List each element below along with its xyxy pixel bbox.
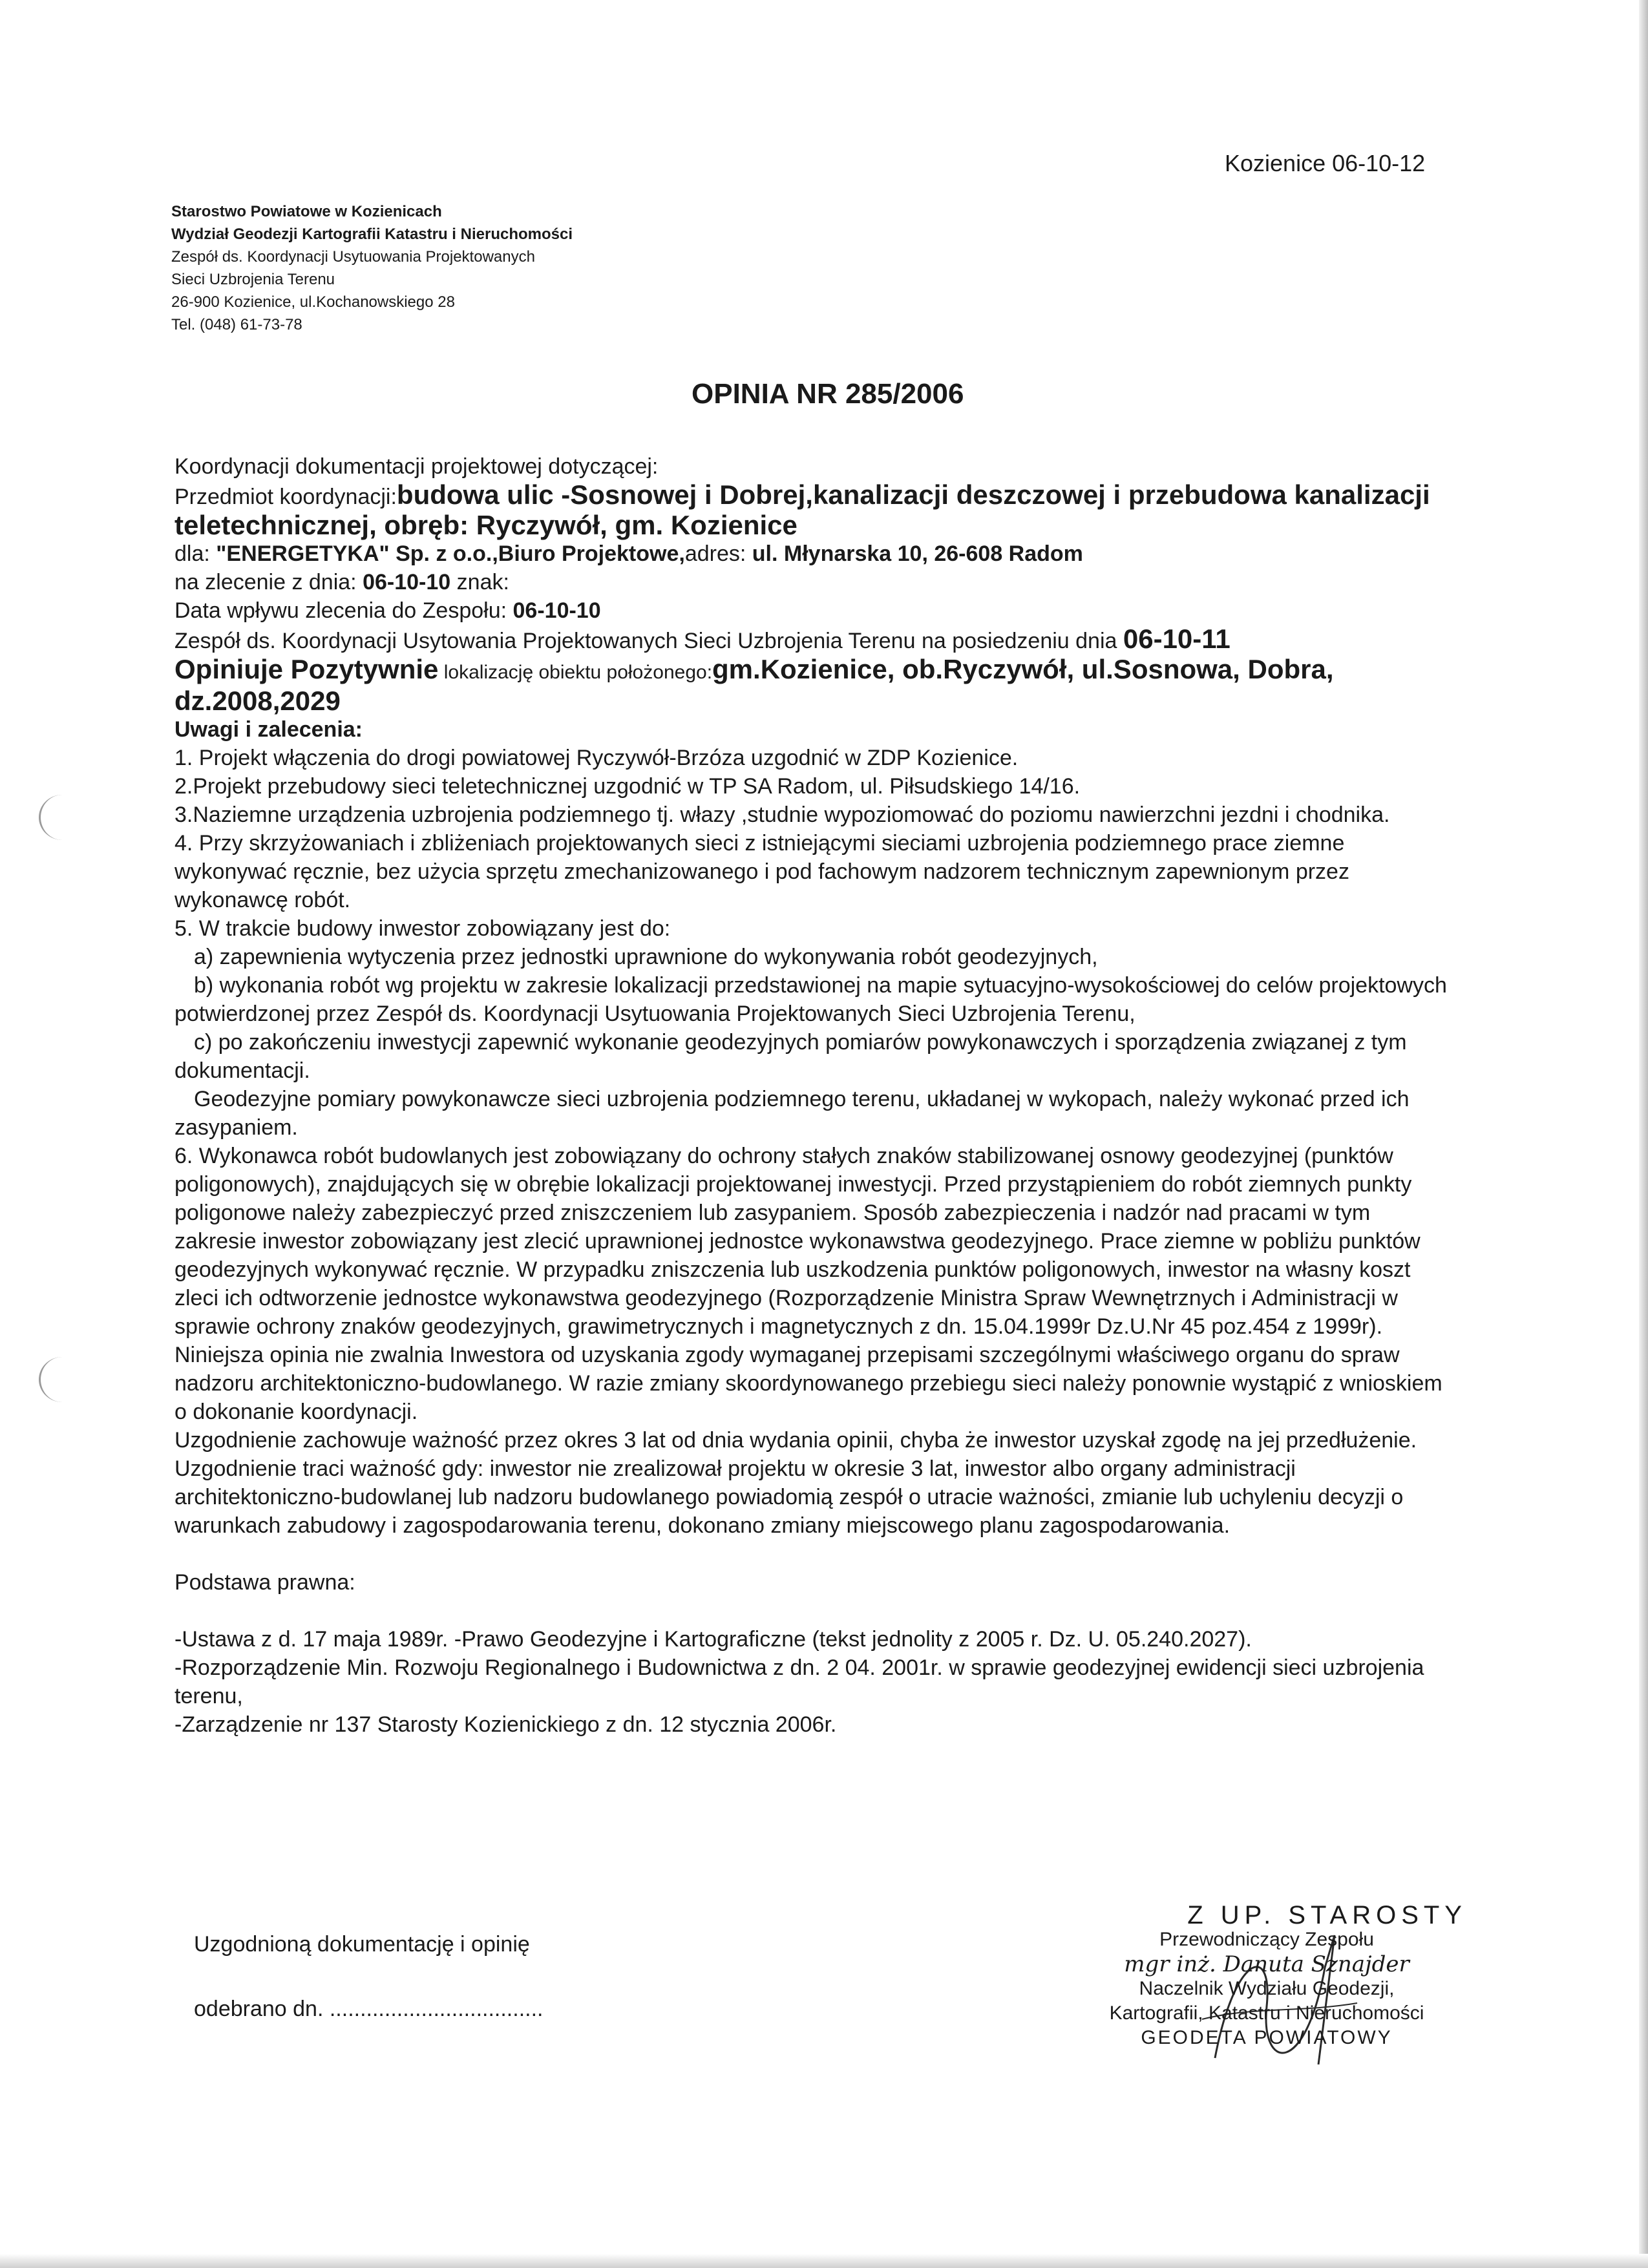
received-label: odebrano dn. [194,1997,324,2021]
sender-line: Tel. (048) 61-73-78 [171,316,302,333]
meeting-text: Zespół ds. Koordynacji Usytowania Projektowanych Sieci Uzbrojenia Terenu na posiedzeniu dnia [174,629,1117,653]
remark-line: Uzgodnienie traci ważność gdy: inwestor nie zrealizował projektu w okresie 3 lat, inwestor albo organy administracji [174,1456,1296,1481]
opinion-line [174,655,1467,687]
remark-line: wykonawcę robót. [174,888,351,912]
receipt-date: 06-10-10 [512,598,601,623]
receipt-line [174,596,1467,625]
remark-line: sprawie ochrony znaków geodezyjnych, grawimetrycznych i magnetycznych z dn. 15.04.1999r Dz.U.Nr 45 poz.454 z 1999r). [174,1314,1383,1339]
spacer [174,1540,1467,1568]
remarks-list [174,744,1467,1540]
stamp-header: Z UP. STAROSTY [1187,1901,1467,1929]
remark-line: 3.Naziemne urządzenia uzbrojenia podziemnego tj. włazy ,studnie wypoziomować do poziomu nawierzchni jezdni i chodnika. [174,803,1390,827]
remark-line: 5. W trakcie budowy inwestor zobowiązany jest do: [174,916,671,941]
signatory-position: Kartografii, Katastru i Nieruchomości [1109,2002,1424,2024]
document-title: OPINIA NR 285/2006 [692,378,964,410]
subject-line-2: teletechnicznej, obręb: Ryczywół, gm. Kozienice [174,510,798,540]
sender-header [171,200,573,336]
remark-line: 4. Przy skrzyżowaniach i zbliżeniach projektowanych sieci z istniejącymi sieciami uzbrojenia podziemnego prace ziemne [174,831,1345,856]
location-value: gm.Kozienice, ob.Ryczywół, ul.Sosnowa, Dobra, [712,654,1334,684]
remark-line: geodezyjnych wykonywać ręcznie. W przypadku zniszczenia lub uszkodzenia punktów poligonowych, inwestor na własny koszt [174,1257,1411,1282]
remark-line: nadzoru architektoniczno-budowlanego. W razie zmiany skoordynowanego przebiegu sieci należy ponownie wystąpić z wnioskiem [174,1371,1442,1396]
remark-line: Geodezyjne pomiary powykonawcze sieci uzbrojenia podziemnego terenu, układanej w wykopach, należy wykonać przed ich [194,1087,1410,1111]
address-value: ul. Młynarska 10, 26-608 Radom [752,541,1083,566]
sender-line: Wydział Geodezji Kartografii Katastru i Nieruchomości [171,226,573,243]
remark-line: Niniejsza opinia nie zwalnia Inwestora od uzyskania zgody wymaganej przepisami szczególnymi właściwego organu do spraw [174,1343,1400,1367]
meeting-date: 06-10-11 [1123,624,1231,654]
location-parcels: dz.2008,2029 [174,686,341,716]
remark-line: poligonowych), znajdujących się w obrębie lokalizacji projektowanej inwestycji. Przed przystąpieniem do robót ziemnych punkty [174,1172,1412,1197]
remark-line: 2.Projekt przebudowy sieci teletechnicznej uzgodnić w TP SA Radom, ul. Piłsudskiego 14/16. [174,774,1081,799]
sender-line: 26-900 Kozienice, ul.Kochanowskiego 28 [171,293,455,311]
received-dots: ................................... [329,1997,544,2021]
remark-line: zleci ich odtworzenie jednostce wykonawstwa geodezyjnego (Rozporządzenie Ministra Spraw Wewnętrznych i Administracji w [174,1286,1398,1310]
sender-line: Zespół ds. Koordynacji Usytuowania Projektowanych [171,248,535,266]
document-body [174,452,1467,1739]
remark-line: c) po zakończeniu inwestycji zapewnić wykonanie geodezyjnych pomiarów powykonawczych i sporządzenia związanej z tym [194,1030,1407,1055]
remark-line: o dokonanie koordynacji. [174,1400,418,1424]
legal-line: -Rozporządzenie Min. Rozwoju Regionalnego i Budownictwa z dn. 2 04. 2001r. w sprawie geodezyjnej ewidencji sieci uzbrojenia [174,1655,1424,1680]
remark-line: warunkach zabudowy i zagospodarowania terenu, dokonano zmiany miejscowego planu zagospodarowania. [174,1513,1231,1538]
legal-line: terenu, [174,1684,243,1708]
legal-heading: Podstawa prawna: [174,1570,355,1595]
order-label: na zlecenie z dnia: [174,570,357,594]
opinion-text: lokalizację obiektu położonego: [438,662,713,683]
signatory-name: mgr inż. Danuta Sznajder [1124,1951,1410,1977]
remark-line: b) wykonania robót wg projektu w zakresie lokalizacji przedstawionej na mapie sytuacyjno-wysokościowej do celów projektowych [194,973,1447,998]
remark-line: 6. Wykonawca robót budowlanych jest zobowiązany do ochrony stałych znaków stabilizowanej osnowy geodezyjnej (punktów [174,1144,1393,1168]
address-label: adres: [684,541,746,566]
remark-line: wykonywać ręcznie, bez użycia sprzętu zmechanizowanego i pod fachowym nadzorem technicznym zapewnionym przez [174,859,1349,884]
received-line [194,1997,543,2022]
spacer [174,1597,1467,1625]
signature-block [1066,1903,1467,2050]
remark-line: zasypaniem. [174,1115,298,1140]
punch-hole-mark [39,795,86,840]
legal-line: -Ustawa z d. 17 maja 1989r. -Prawo Geodezyjne i Kartograficzne (tekst jednolity z 2005 r. Dz. U. 05.240.2027). [174,1627,1252,1652]
remark-line: zakresie inwestor zobowiązany jest zlecić uprawnionej jednostce wykonawstwa geodezyjnego. Prace ziemne w pobliżu punktów [174,1229,1421,1254]
remark-line: 1. Projekt włączenia do drogi powiatowej Ryczywół-Brzóza uzgodnić w ZDP Kozienice. [174,746,1019,770]
remark-line: dokumentacji. [174,1058,310,1083]
receipt-label: Data wpływu zlecenia do Zespołu: [174,598,507,623]
for-company: "ENERGETYKA" Sp. z o.o.,Biuro Projektowe, [216,541,685,566]
sign-label: znak: [456,570,509,594]
legal-line: -Zarządzenie nr 137 Starosty Kozienickiego z dn. 12 stycznia 2006r. [174,1712,837,1737]
accepted-label: Uzgodnioną dokumentację i opinię [194,1932,530,1957]
subject-line [174,481,1467,511]
remarks-heading: Uwagi i zalecenia: [174,717,363,742]
remark-line: poligonowe należy zabezpieczyć przed zniszczeniem lub zasypaniem. Sposób zabezpieczenia i nadzór nad pracami w tym [174,1201,1371,1225]
intro-line: Koordynacji dokumentacji projektowej dotyczącej: [174,454,659,479]
meeting-line [174,625,1467,655]
remark-line: Uzgodnienie zachowuje ważność przez okres 3 lat od dnia wydania opinii, chyba że inwestor uzyskał zgodę na jej przedłużenie. [174,1428,1417,1453]
subject-label: Przedmiot koordynacji: [174,485,397,509]
signatory-position: Naczelnik Wydziału Geodezji, [1139,1978,1395,1999]
remark-line: a) zapewnienia wytyczenia przez jednostki uprawnione do wykonywania robót geodezyjnych, [194,945,1098,969]
order-date: 06-10-10 [363,570,451,594]
scan-edge [1639,0,1648,2268]
opinion-verdict: Opiniuje Pozytywnie [174,654,439,684]
document-date: Kozienice 06-10-12 [1225,150,1426,176]
for-label: dla: [174,541,210,566]
sender-line: Starostwo Powiatowe w Kozienicach [171,203,442,220]
scan-bottom-edge [0,2254,1648,2268]
punch-hole-mark [39,1357,86,1402]
sender-line: Sieci Uzbrojenia Terenu [171,271,335,288]
order-line [174,568,1467,596]
remark-line: architektoniczno-budowlanej lub nadzoru budowlanego powiadomią zespół o utracie ważności, zmianie lub uchyleniu decyzji o [174,1485,1404,1509]
chair-title: Przewodniczący Zespołu [1159,1929,1374,1950]
remark-line: potwierdzonej przez Zespół ds. Koordynacji Usytuowania Projektowanych Sieci Uzbrojenia Terenu, [174,1002,1136,1026]
signatory-position: GEODETA POWIATOWY [1141,2027,1393,2048]
subject-value: budowa ulic -Sosnowej i Dobrej,kanalizacji deszczowej i przebudowa kanalizacji [396,479,1430,510]
for-line [174,540,1467,568]
